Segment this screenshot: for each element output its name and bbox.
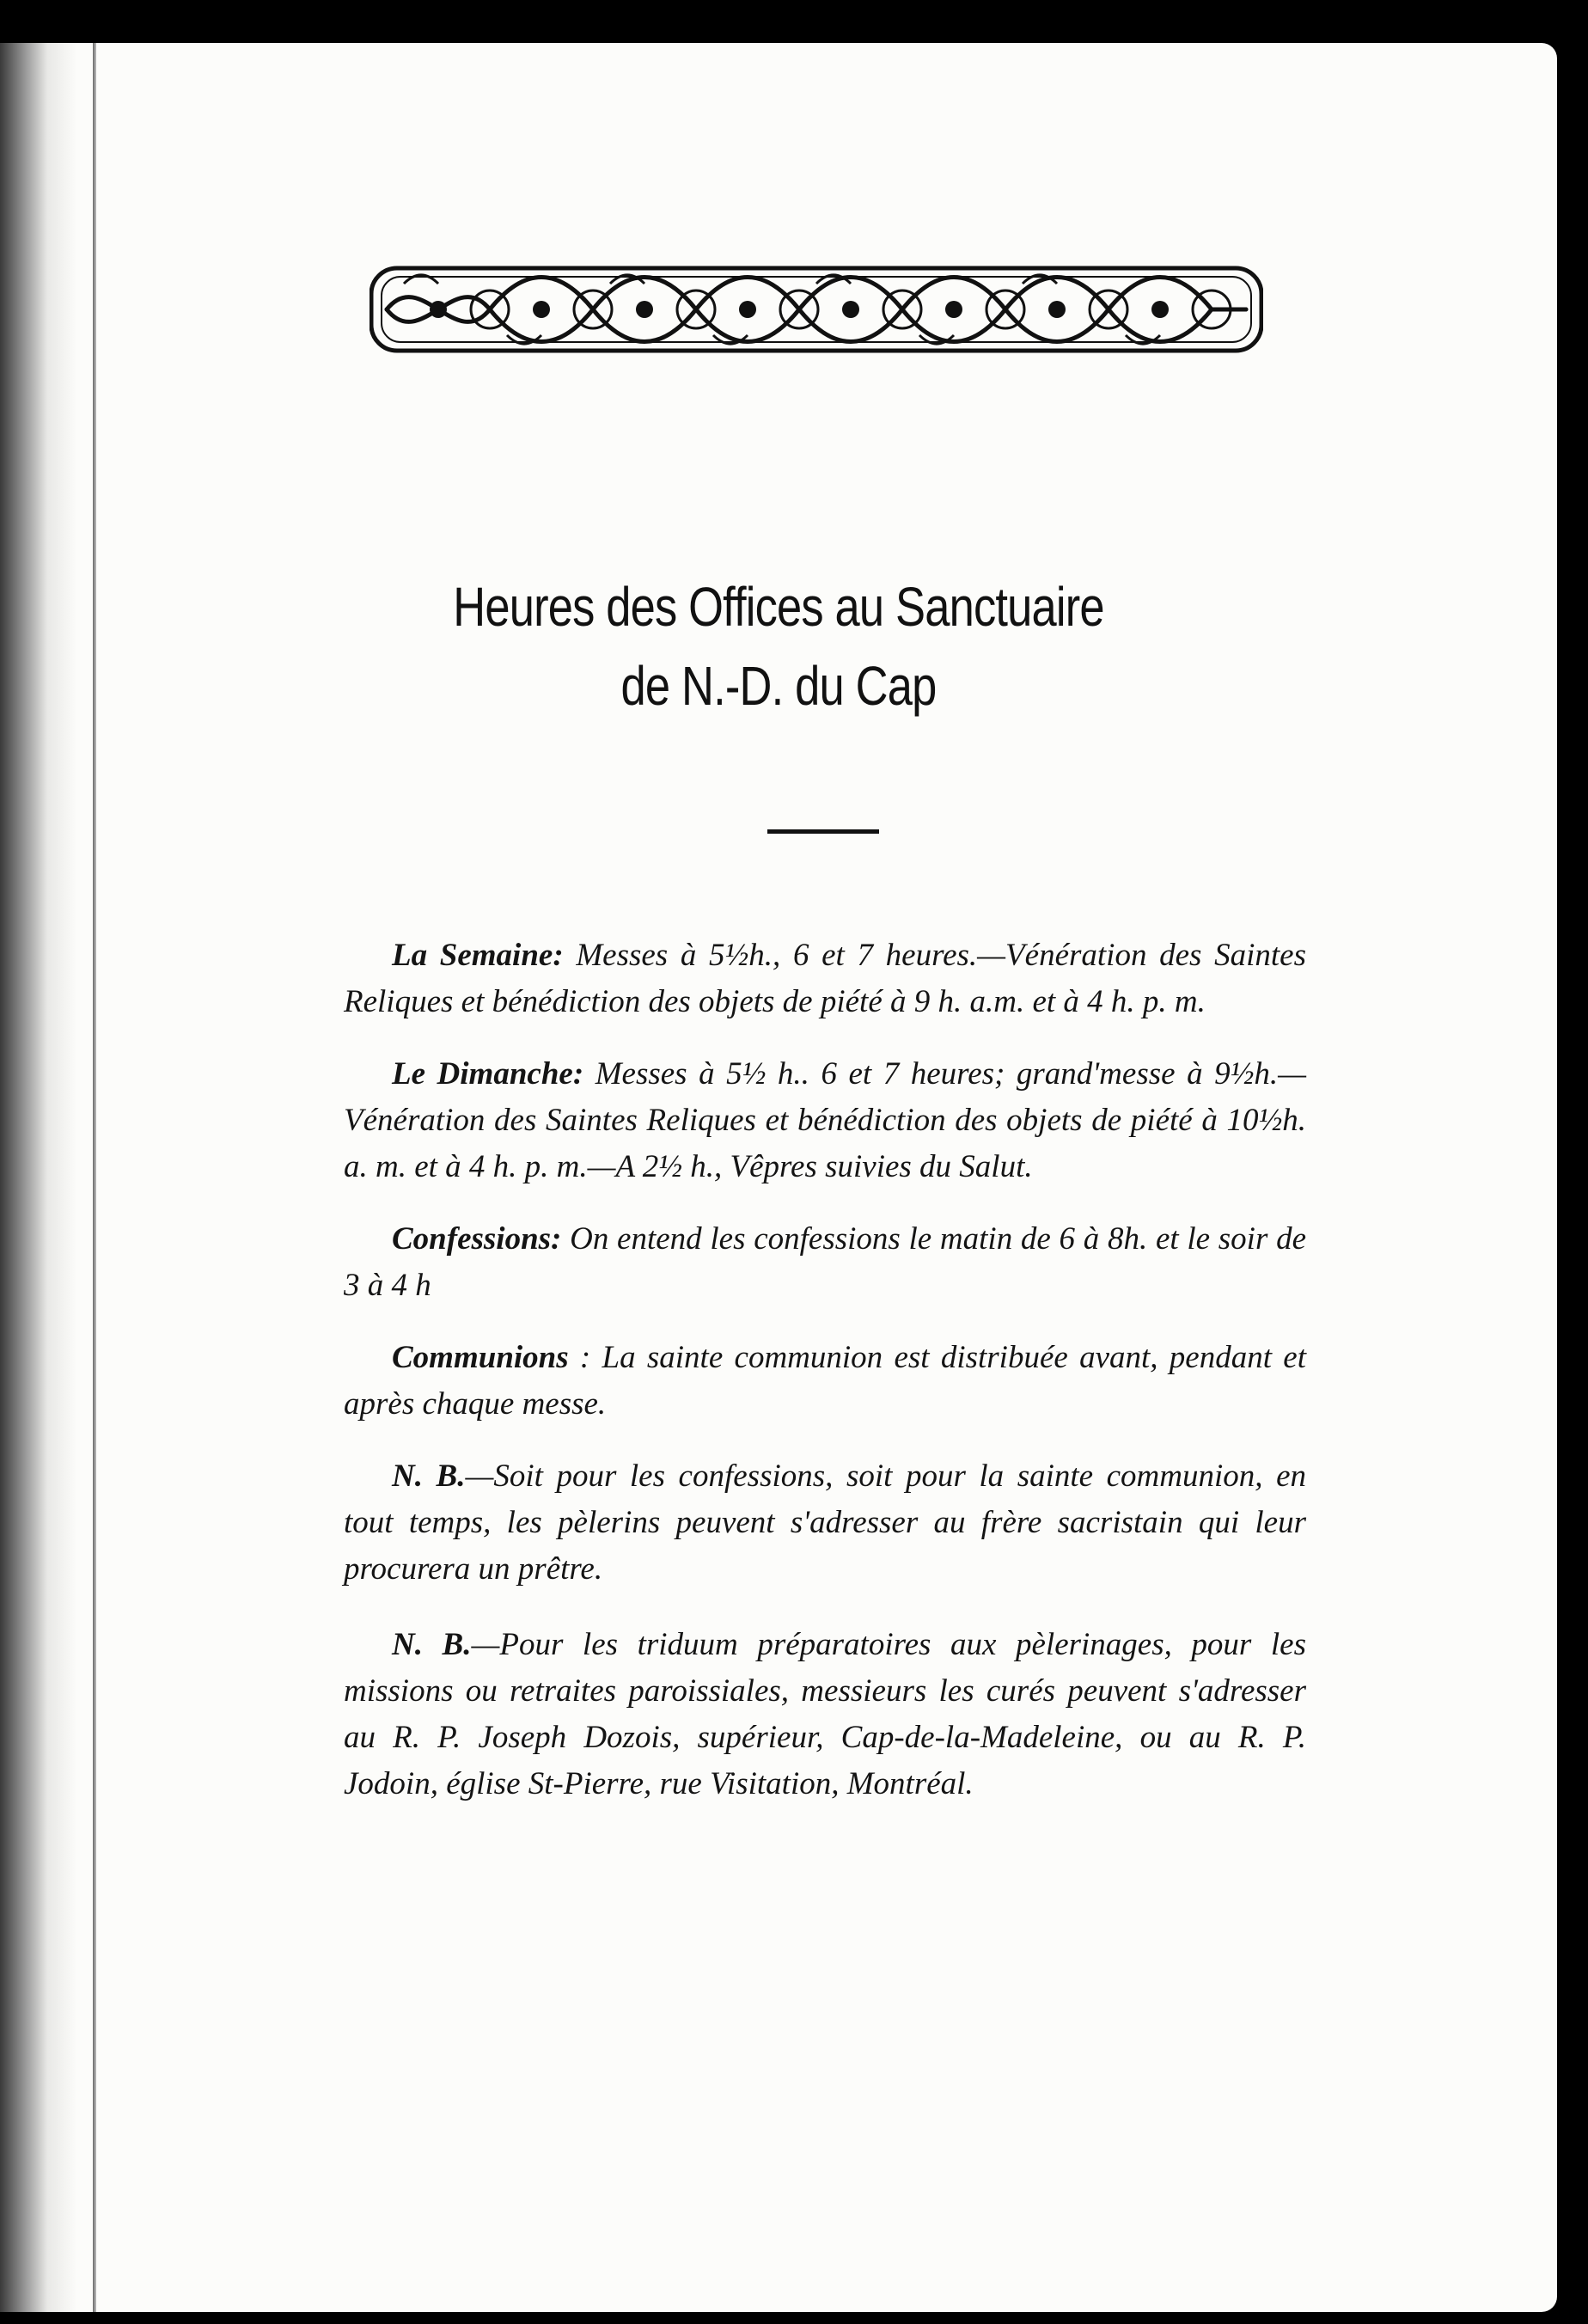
schedule-body	[344, 933, 1306, 1833]
paragraph-lead: Confessions:	[392, 1221, 562, 1257]
paragraph-communions	[344, 1335, 1306, 1428]
paragraph-text: —Soit pour les confessions, soit pour la sainte communion, en tout temps, les pèlerins peuvent s'adresser au frère sacristain qui leur procurera un prêtre.	[344, 1459, 1306, 1587]
paragraph-text: Messes à 5½h., 6 et 7 heures.—Vénération des Saintes Reliques et bénédiction des objets de piété à 9 h. a.m. et à 4 h. p. m.	[344, 938, 1307, 1019]
paragraph-lead: N. B.	[392, 1627, 472, 1662]
paragraph-semaine	[344, 933, 1306, 1025]
paragraph-confessions	[344, 1216, 1306, 1309]
book-gutter	[0, 43, 95, 2312]
title-line-1: Heures des Offices au Sanctuaire	[453, 576, 1104, 638]
paragraph-dimanche	[344, 1051, 1306, 1190]
paragraph-text: —Pour les triduum préparatoires aux pèlerinages, pour les missions ou retraites paroissiales, messieurs les curés peuvent s'adresser au R. P. Joseph Dozois, supérieur, Cap-de-la-Madeleine, ou au R. P. Jodoin, église St-Pierre, rue Visitation, Montréal.	[344, 1627, 1306, 1801]
title-divider	[767, 829, 879, 834]
paragraph-lead: Communions	[392, 1340, 569, 1375]
title-line-2: de N.-D. du Cap	[620, 655, 937, 717]
paragraph-text: : La sainte communion est distribuée avant, pendant et après chaque messe.	[344, 1340, 1306, 1422]
paragraph-lead: Le Dimanche:	[392, 1056, 584, 1092]
paragraph-text: Messes à 5½ h.. 6 et 7 heures; grand'messe à 9½h.—Vénération des Saintes Reliques et bénédiction des objets de piété à 10½h. a. m. et à 4 h. p. m.—A 2½ h., Vêpres suivies du Salut.	[344, 1056, 1307, 1184]
paragraph-nb-triduum	[344, 1622, 1306, 1807]
paragraph-text: On entend les confessions le matin de 6 à 8h. et le soir de 3 à 4 h	[344, 1221, 1306, 1303]
paragraph-nb-confessions	[344, 1453, 1306, 1593]
paragraph-lead: N. B.	[392, 1459, 466, 1494]
paragraph-lead: La Semaine:	[392, 938, 564, 973]
gutter-edge	[93, 43, 96, 2312]
page-title	[0, 567, 1557, 725]
scanned-page	[0, 43, 1557, 2312]
decorative-vine-band-icon	[370, 258, 1263, 361]
